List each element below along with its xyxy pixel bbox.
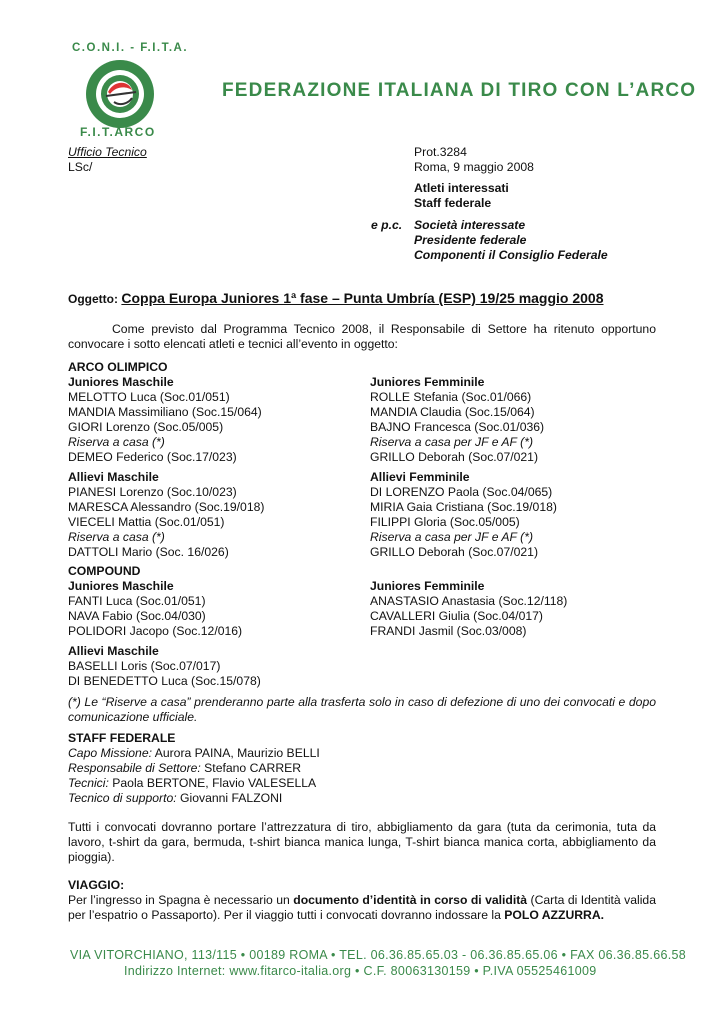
athlete-item: FILIPPI Gloria (Soc.05/005) [370,515,520,529]
equipment-paragraph: Tutti i convocati dovranno portare l’attrezzatura di tiro, abbigliamento da gara (tuta da cerimonia, tuta da lavoro, t-shirt da gara, bermuda, t-shirt bianca manica lunga, T-shirt bianca manica corta, abbigliamento da pioggia). [68,820,656,864]
fitarco-logo [84,58,156,130]
athlete-item: DI LORENZO Paola (Soc.04/065) [370,485,553,499]
federation-title: FEDERAZIONE ITALIANA DI TIRO CON L’ARCO [222,80,697,101]
staff-names: Giovanni FALZONI [176,791,283,805]
section-title-olimpico: ARCO OLIMPICO [68,360,168,374]
group-title: Allievi Maschile [68,644,159,658]
group-title: Juniores Femminile [370,375,485,389]
staff-row [68,791,320,806]
staff-title: STAFF FEDERALE [68,731,176,745]
reserve-athlete: GRILLO Deborah (Soc.07/021) [370,545,539,559]
athlete-item: MANDIA Massimiliano (Soc.15/064) [68,405,262,419]
compound-juniores-maschile [68,579,242,639]
viaggio-emphasis: documento d’identità in corso di validità [293,893,528,907]
staff-names: Aurora PAINA, Maurizio BELLI [152,746,320,760]
viaggio-emphasis: POLO AZZURRA. [504,908,605,922]
olimpico-juniores-femminile [370,375,544,465]
athlete-item: MARESCA Alessandro (Soc.19/018) [68,500,265,514]
compound-juniores-femminile [370,579,567,639]
athlete-item: BAJNO Francesca (Soc.01/036) [370,420,545,434]
staff-names: Stefano CARRER [200,761,302,775]
cc-line: Società interessate [414,218,526,232]
athlete-item: NAVA Fabio (Soc.04/030) [68,609,206,623]
staff-row [68,761,320,776]
protocol-number: Prot.3284 [414,145,467,159]
staff-role: Tecnici: [68,776,109,790]
reserve-label: Riserva a casa (*) [68,435,165,449]
logo-emblem-icon [84,58,156,130]
olimpico-allievi-maschile [68,470,264,560]
athlete-item: FRANDI Jasmil (Soc.03/008) [370,624,527,638]
subject-text: Coppa Europa Juniores 1ª fase – Punta Umbría (ESP) 19/25 maggio 2008 [121,290,604,306]
coni-fita-label: C.O.N.I. - F.I.T.A. [72,42,189,54]
reserve-athlete: DEMEO Federico (Soc.17/023) [68,450,237,464]
cc-label: e p.c. [371,218,403,232]
section-title-compound: COMPOUND [68,564,141,578]
athlete-item: PIANESI Lorenzo (Soc.10/023) [68,485,237,499]
olimpico-allievi-femminile [370,470,557,560]
viaggio-text: Per l’ingresso in Spagna è necessario un [68,893,294,907]
staff-names: Paola BERTONE, Flavio VALESELLA [108,776,317,790]
recipient-line: Atleti interessati [414,181,509,195]
intro-paragraph: Come previsto dal Programma Tecnico 2008, il Responsabile di Settore ha ritenuto opportuno convocare i sotto elencati atleti e tecnici all’evento in oggetto: [68,322,656,351]
footer-address: VIA VITORCHIANO, 113/115 • 00189 ROMA • TEL. 06.36.85.65.03 - 06.36.85.65.06 • FAX 06.36.85.66.58 [70,948,686,962]
staff-role: Tecnico di supporto: [68,791,177,805]
staff-section [68,731,320,806]
staff-row [68,746,320,761]
athlete-item: CAVALLERI Giulia (Soc.04/017) [370,609,543,623]
cc-line: Presidente federale [414,233,527,247]
athlete-item: MIRIA Gaia Cristiana (Soc.19/018) [370,500,557,514]
reserve-label: Riserva a casa per JF e AF (*) [370,530,534,544]
letter-date: Roma, 9 maggio 2008 [414,160,534,174]
staff-role: Capo Missione: [68,746,152,760]
athlete-item: FANTI Luca (Soc.01/051) [68,594,206,608]
group-title: Juniores Maschile [68,375,174,389]
staff-row [68,776,320,791]
reference-code: LSc/ [68,160,93,174]
reserve-label: Riserva a casa per JF e AF (*) [370,435,534,449]
group-title: Allievi Maschile [68,470,159,484]
subject-label: Oggetto: [68,292,118,306]
fitarco-label: F.I.T.ARCO [80,125,156,139]
viaggio-paragraph [68,893,656,923]
athlete-item: MELOTTO Luca (Soc.01/051) [68,390,230,404]
athlete-item: MANDIA Claudia (Soc.15/064) [370,405,535,419]
group-title: Juniores Femminile [370,579,485,593]
viaggio-title: VIAGGIO: [68,878,125,892]
athlete-item: POLIDORI Jacopo (Soc.12/016) [68,624,243,638]
athlete-item: BASELLI Loris (Soc.07/017) [68,659,221,673]
olimpico-juniores-maschile [68,375,262,465]
athlete-item: ANASTASIO Anastasia (Soc.12/118) [370,594,568,608]
compound-allievi-maschile [68,644,261,689]
reserve-athlete: GRILLO Deborah (Soc.07/021) [370,450,539,464]
recipient-line: Staff federale [414,196,492,210]
athlete-item: VIECELI Mattia (Soc.01/051) [68,515,225,529]
reserve-athlete: DATTOLI Mario (Soc. 16/026) [68,545,229,559]
staff-role: Responsabile di Settore: [68,761,201,775]
athlete-item: DI BENEDETTO Luca (Soc.15/078) [68,674,261,688]
office-label: Ufficio Tecnico [68,145,147,159]
reserve-label: Riserva a casa (*) [68,530,165,544]
athlete-item: GIORI Lorenzo (Soc.05/005) [68,420,224,434]
footer-contacts: Indirizzo Internet: www.fitarco-italia.org • C.F. 80063130159 • P.IVA 05525461009 [124,964,597,978]
athlete-item: ROLLE Stefania (Soc.01/066) [370,390,532,404]
group-title: Juniores Maschile [68,579,174,593]
group-title: Allievi Femminile [370,470,470,484]
cc-line: Componenti il Consiglio Federale [414,248,608,262]
viaggio-text: (Carta di Identità valida per l’espatrio o Passaporto). Per il viaggio tutti i convocati dovranno indossare la [68,893,656,922]
reserve-note: (*) Le “Riserve a casa” prenderanno parte alla trasferta solo in caso di defezione di uno dei convocati e dopo comunicazione ufficiale. [68,695,656,724]
subject-line [68,290,604,306]
